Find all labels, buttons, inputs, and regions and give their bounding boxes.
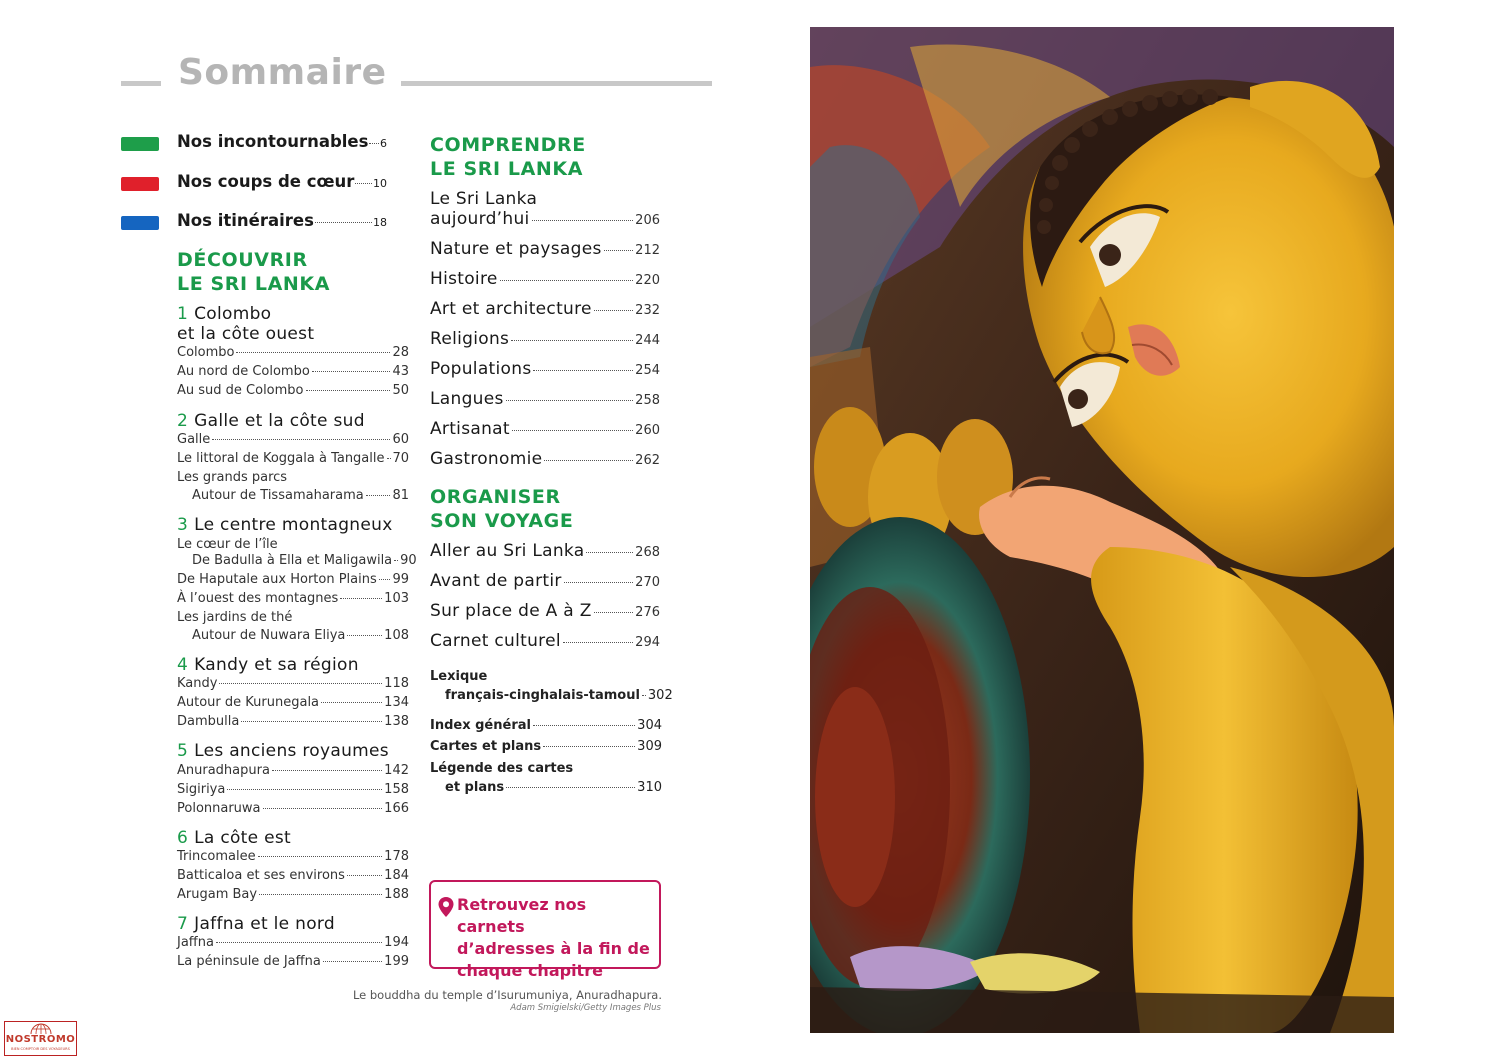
- section-heading-comprendre: COMPRENDRE LE SRI LANKA: [430, 134, 586, 180]
- chapter-number: 1: [177, 304, 189, 324]
- callout-line: chaque chapitre: [457, 961, 603, 980]
- toc-entry[interactable]: Nature et paysages 212: [430, 239, 660, 259]
- toc-entry[interactable]: Gastronomie 262: [430, 449, 660, 469]
- toc-entry[interactable]: Religions 244: [430, 329, 660, 349]
- callout-line: Retrouvez nos carnets: [457, 895, 587, 936]
- highlight-page: 10: [373, 177, 387, 190]
- chapter-number: 3: [177, 515, 189, 535]
- globe-icon: [30, 1023, 52, 1034]
- reclining-buddha-illustration: [810, 27, 1394, 1033]
- toc-entry[interactable]: aujourd’hui 206: [430, 209, 660, 229]
- toc-entry[interactable]: Arugam Bay 188: [177, 887, 409, 902]
- toc-entry[interactable]: De Badulla à Ella et Maligawila 90: [192, 553, 417, 568]
- chapter-1-heading[interactable]: 1 Colombo et la côte ouest: [177, 304, 315, 344]
- toc-entry[interactable]: De Haputale aux Horton Plains 99: [177, 572, 409, 587]
- toc-entry[interactable]: Le littoral de Koggala à Tangalle 70: [177, 451, 410, 466]
- chapter-6-heading[interactable]: 6 La côte est: [177, 828, 291, 848]
- toc-entry[interactable]: Galle 60: [177, 432, 409, 447]
- chapter-number: 2: [177, 411, 189, 431]
- toc-entry-group: Les jardins de thé: [177, 610, 293, 625]
- toc-entry[interactable]: Trincomalee 178: [177, 849, 409, 864]
- toc-entry[interactable]: Avant de partir 270: [430, 571, 660, 591]
- toc-entry[interactable]: Anuradhapura 142: [177, 763, 409, 778]
- logo-tagline: BIEN COMPTOIR DES VOYAGEURS: [11, 1047, 70, 1051]
- section-heading-organiser: ORGANISER SON VOYAGE: [430, 486, 574, 532]
- toc-entry[interactable]: Populations 254: [430, 359, 660, 379]
- toc-entry[interactable]: Cartes et plans 309: [430, 739, 662, 754]
- logo-name: NOSTROMO: [5, 1034, 76, 1045]
- highlight-label: Nos itinéraires: [177, 211, 314, 230]
- toc-entry[interactable]: Index général 304: [430, 718, 662, 733]
- highlight-coups-de-coeur[interactable]: [121, 172, 411, 196]
- highlight-label: Nos incontournables: [177, 132, 369, 151]
- title-rule-right: [401, 81, 712, 86]
- nostromo-logo: [4, 1021, 77, 1056]
- toc-entry-group: Le cœur de l’île: [177, 537, 278, 552]
- photo-caption: Le bouddha du temple d’Isurumuniya, Anuradhapura.: [352, 988, 662, 1002]
- toc-entry[interactable]: Polonnaruwa 166: [177, 801, 409, 816]
- chapter-number: 7: [177, 914, 189, 934]
- toc-entry[interactable]: Jaffna 194: [177, 935, 409, 950]
- photo-credit: Adam Smigielski/Getty Images Plus: [510, 1003, 661, 1013]
- callout-line: d’adresses à la fin de: [457, 939, 650, 958]
- leader-dots: [355, 183, 372, 184]
- red-swatch: [121, 177, 159, 191]
- toc-entry[interactable]: Sur place de A à Z 276: [430, 601, 660, 621]
- toc-entry[interactable]: Dambulla 138: [177, 714, 409, 729]
- highlight-page: 6: [380, 137, 387, 150]
- highlight-page: 18: [373, 216, 387, 229]
- toc-entry[interactable]: À l’ouest des montagnes 103: [177, 591, 409, 606]
- chapter-5-heading[interactable]: 5 Les anciens royaumes: [177, 741, 389, 761]
- buddha-photo: [810, 27, 1394, 1033]
- toc-entry[interactable]: Carnet culturel 294: [430, 631, 660, 651]
- highlight-incontournables[interactable]: [121, 132, 411, 156]
- section-heading-decouvrir: DÉCOUVRIR LE SRI LANKA: [177, 249, 331, 295]
- page-title: Sommaire: [178, 52, 387, 93]
- map-pin-icon: [437, 896, 455, 918]
- toc-entry[interactable]: Au sud de Colombo 50: [177, 383, 409, 398]
- toc-entry[interactable]: Colombo 28: [177, 345, 409, 360]
- toc-entry[interactable]: français-cinghalais-tamoul 302: [445, 688, 673, 703]
- toc-entry-line: Le Sri Lanka: [430, 189, 538, 209]
- chapter-3-heading[interactable]: 3 Le centre montagneux: [177, 515, 393, 535]
- blue-swatch: [121, 216, 159, 230]
- chapter-2-heading[interactable]: 2 Galle et la côte sud: [177, 411, 365, 431]
- chapter-number: 5: [177, 741, 189, 761]
- address-callout-box: [429, 880, 661, 980]
- toc-entry[interactable]: Artisanat 260: [430, 419, 660, 439]
- toc-entry[interactable]: Art et architecture 232: [430, 299, 660, 319]
- leader-dots: [369, 143, 379, 144]
- toc-entry[interactable]: Au nord de Colombo 43: [177, 364, 409, 379]
- toc-entry[interactable]: La péninsule de Jaffna 199: [177, 954, 409, 969]
- toc-entry[interactable]: Batticaloa et ses environs 184: [177, 868, 409, 883]
- chapter-4-heading[interactable]: 4 Kandy et sa région: [177, 655, 359, 675]
- green-swatch: [121, 137, 159, 151]
- toc-entry[interactable]: Kandy 118: [177, 676, 409, 691]
- toc-entry[interactable]: Histoire 220: [430, 269, 660, 289]
- highlight-itineraires[interactable]: [121, 211, 411, 235]
- toc-entry[interactable]: Autour de Kurunegala 134: [177, 695, 409, 710]
- toc-entry[interactable]: et plans 310: [445, 780, 662, 795]
- toc-entry-line: Légende des cartes: [430, 761, 574, 776]
- chapter-7-heading[interactable]: 7 Jaffna et le nord: [177, 914, 335, 934]
- toc-entry[interactable]: Autour de Nuwara Eliya 108: [192, 628, 409, 643]
- toc-entry[interactable]: Sigiriya 158: [177, 782, 409, 797]
- highlight-label: Nos coups de cœur: [177, 172, 355, 191]
- toc-entry-line: Lexique: [430, 669, 488, 684]
- toc-entry-group: Les grands parcs: [177, 470, 288, 485]
- toc-entry[interactable]: Aller au Sri Lanka 268: [430, 541, 660, 561]
- toc-entry[interactable]: Autour de Tissamaharama 81: [192, 488, 409, 503]
- leader-dots: [315, 222, 372, 223]
- title-rule-left: [121, 81, 161, 86]
- chapter-number: 6: [177, 828, 189, 848]
- chapter-number: 4: [177, 655, 189, 675]
- toc-entry[interactable]: Langues 258: [430, 389, 660, 409]
